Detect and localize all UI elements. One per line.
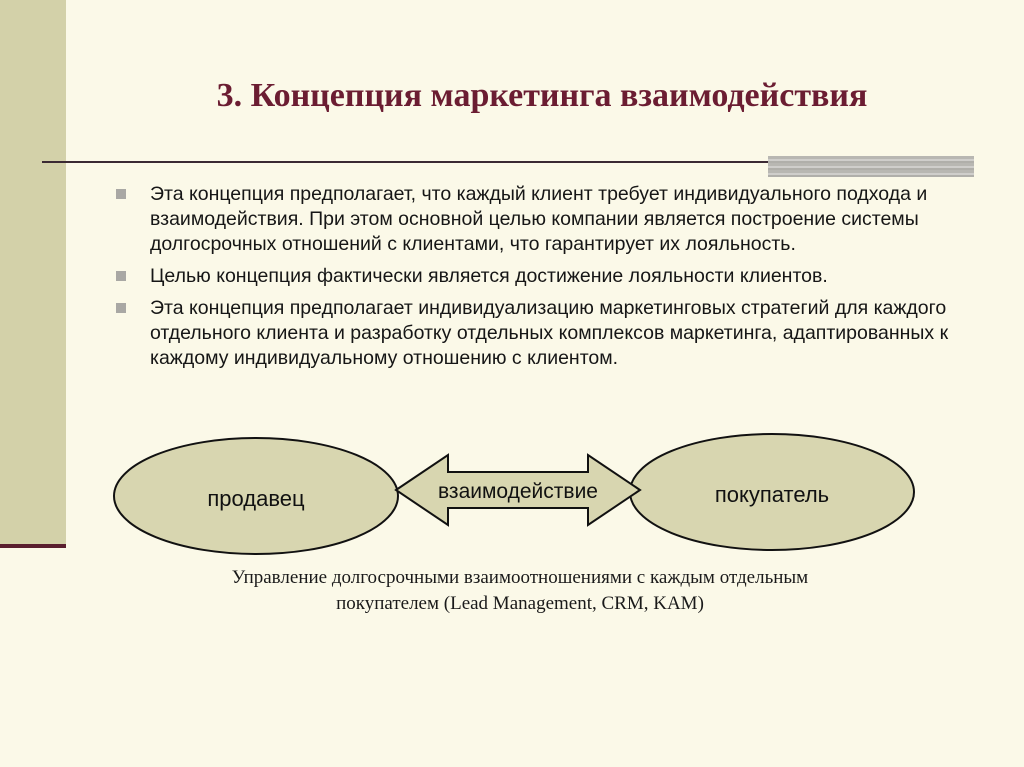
square-bullet-icon	[116, 303, 126, 313]
side-decor-rule	[0, 544, 66, 548]
bullet-text: Эта концепция предполагает индивидуализацию маркетинговых стратегий для каждого отдельного клиента и разработку отдельных комплексов маркетинга, адаптированных к каждому индивидуальному отношению с клиентом.	[150, 297, 949, 369]
bullet-text: Целью концепция фактически является достижение лояльности клиентов.	[150, 265, 828, 287]
square-bullet-icon	[116, 189, 126, 199]
interaction-diagram-svg	[108, 426, 920, 556]
buyer-label: покупатель	[714, 482, 830, 507]
square-bullet-icon	[116, 271, 126, 281]
title-accent-bar	[768, 156, 974, 177]
seller-label: продавец	[207, 486, 305, 511]
caption-line-1: Управление долгосрочными взаимоотношениями с каждым отдельным	[231, 567, 809, 588]
diagram-caption	[120, 565, 920, 617]
interaction-label: взаимодействие	[438, 480, 598, 503]
slide-title: 3. Концепция маркетинга взаимодействия	[216, 77, 868, 114]
interaction-diagram	[108, 426, 920, 556]
bullet-item	[116, 182, 976, 257]
bullet-item	[116, 264, 976, 289]
caption-line-2: покупателем (Lead Management, CRM, KAM)	[336, 593, 704, 614]
bullet-list	[116, 182, 976, 378]
bullet-text: Эта концепция предполагает, что каждый клиент требует индивидуального подхода и взаимодействия. При этом основной целью компании является построение системы долгосрочных отношений с клиентами, что гарантирует их лояльность.	[150, 183, 928, 255]
side-decor-band	[0, 0, 66, 548]
bullet-item	[116, 296, 976, 371]
